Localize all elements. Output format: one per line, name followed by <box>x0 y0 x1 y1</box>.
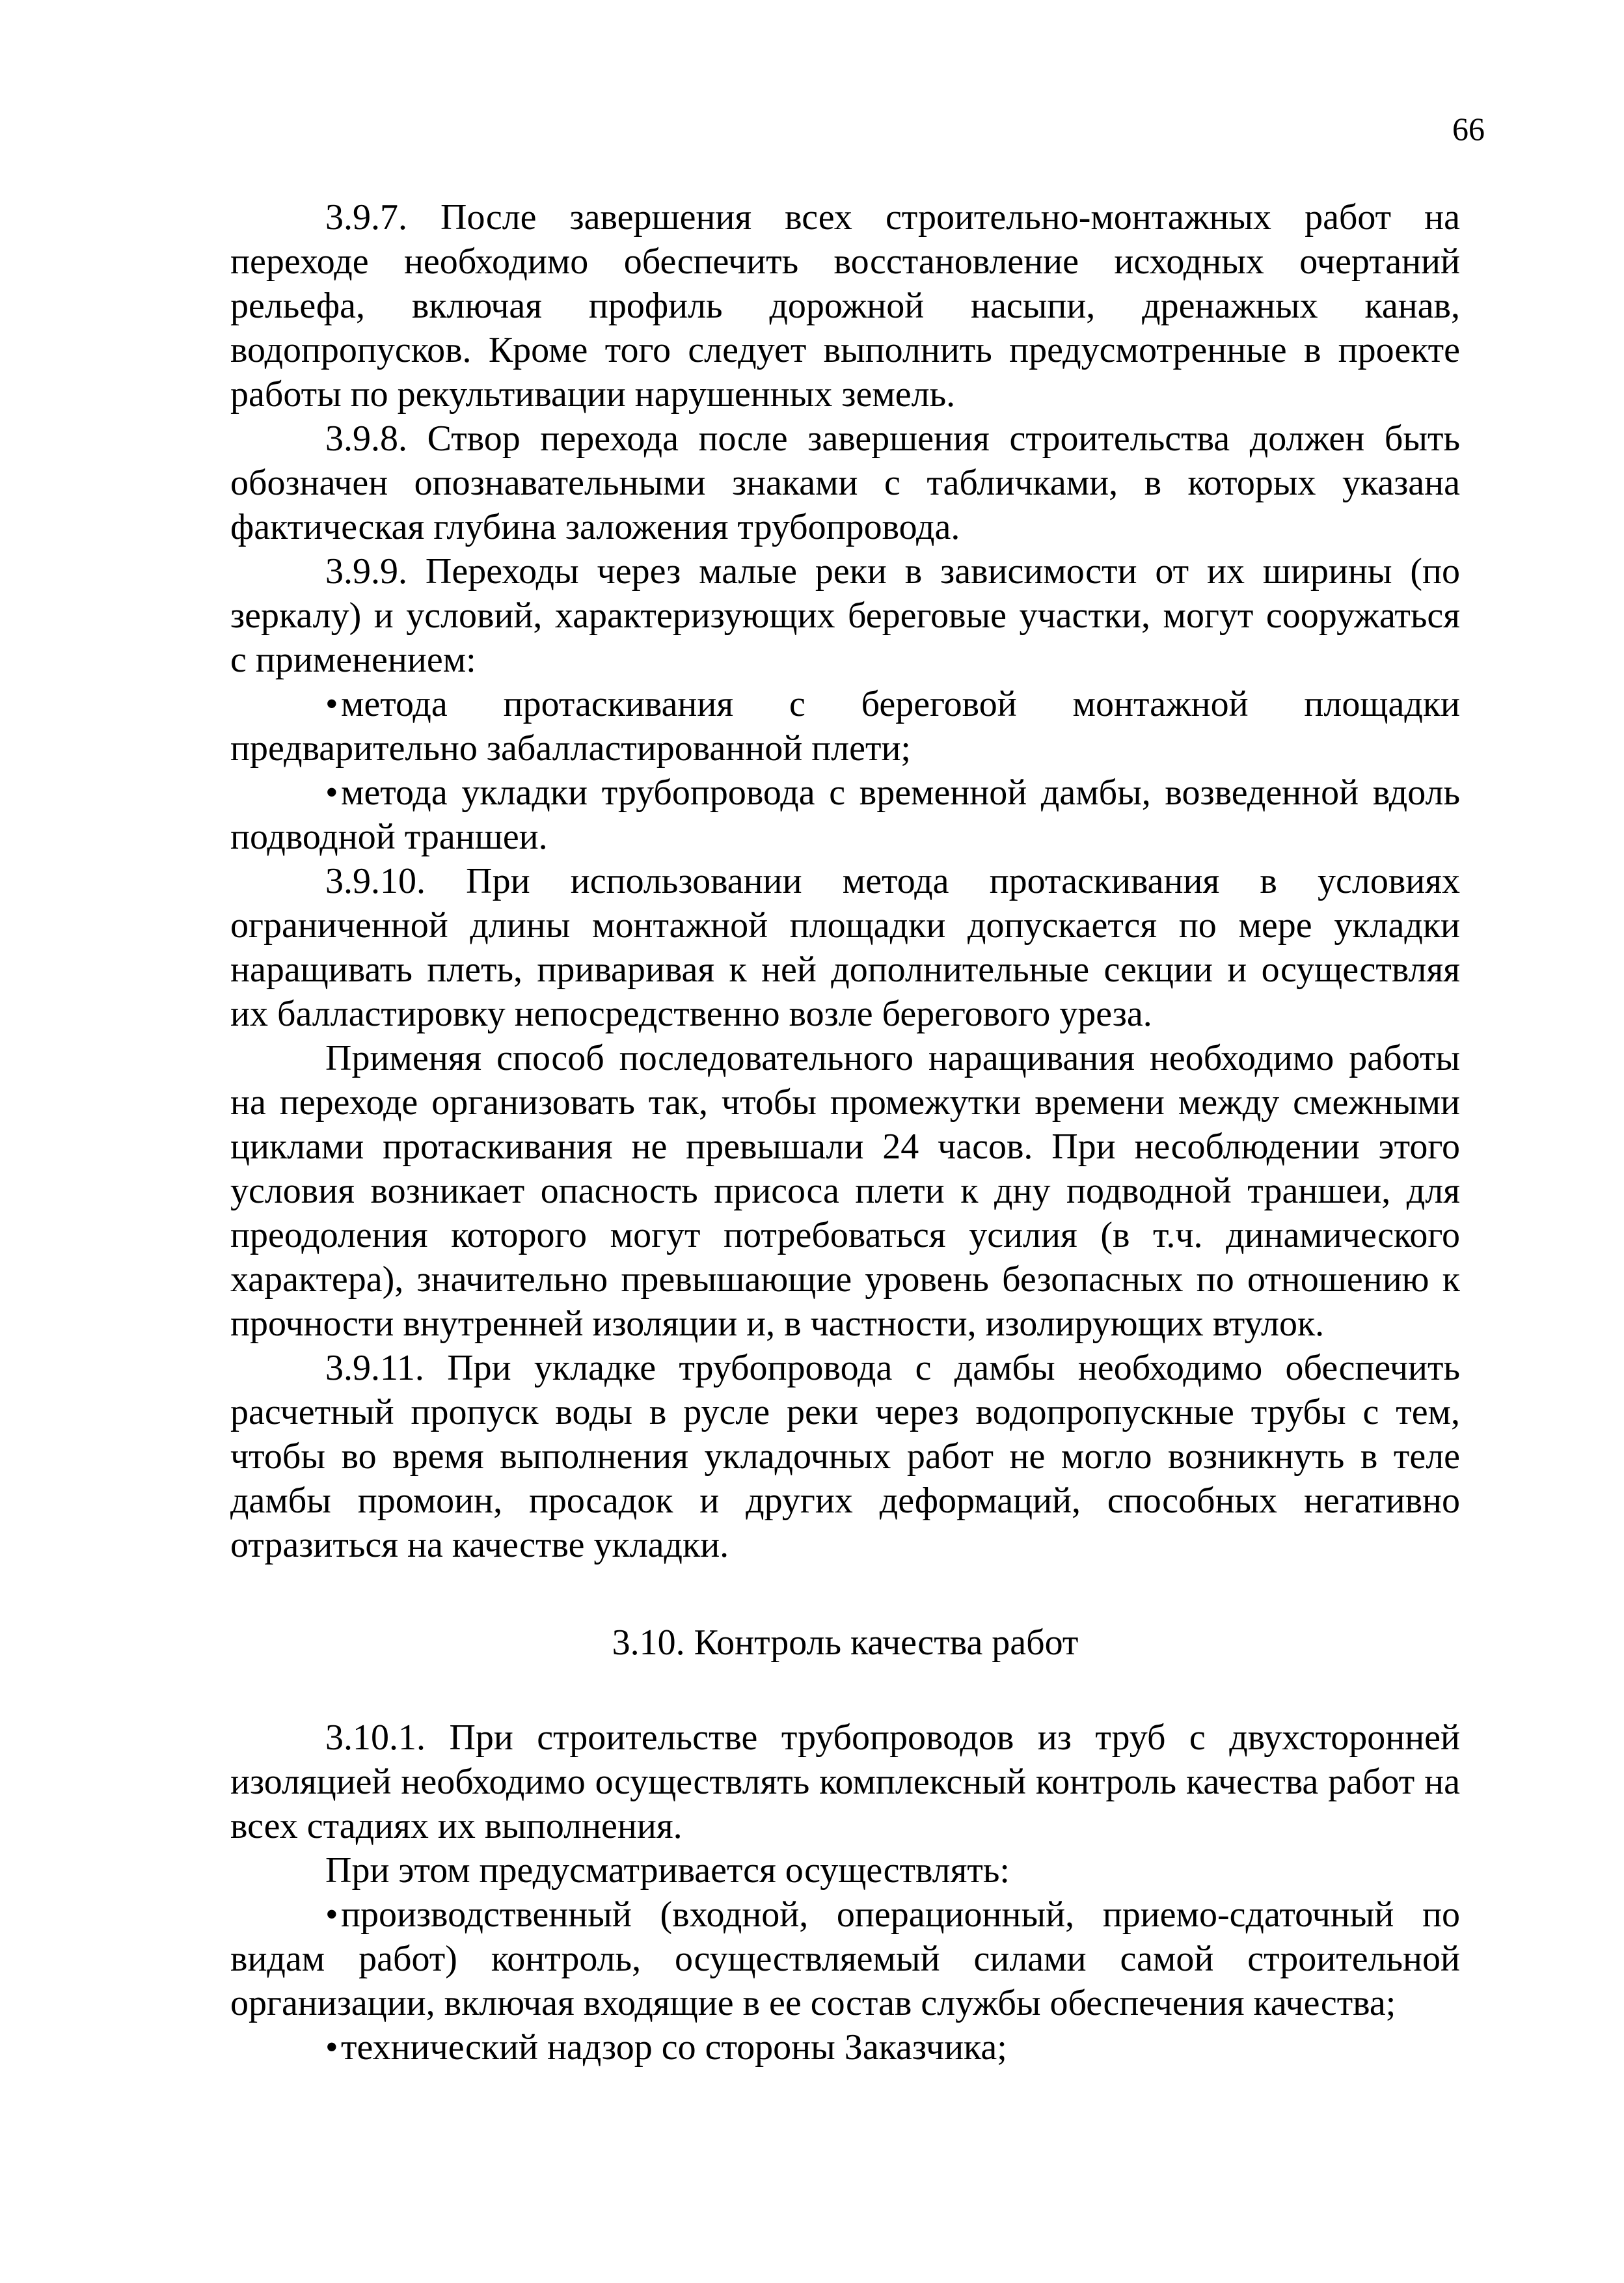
paragraph-3-9-8: 3.9.8. Створ перехода после завершения строительства должен быть обозначен опознавательными знаками с табличками, в которых указана фактическая глубина заложения трубопровода. <box>230 418 1460 547</box>
bullet-text: метода укладки трубопровода с временной дамбы, возведенной вдоль подводной траншеи. <box>230 772 1460 857</box>
paragraph-3-9-10: 3.9.10. При использовании метода протаскивания в условиях ограниченной длины монтажной площадки допускается по мере укладки наращивать плеть, приваривая к ней дополнительные секции и осуществляя их балластировку непосредственно возле берегового уреза. <box>230 861 1460 1034</box>
section-heading-3-10: 3.10. Контроль качества работ <box>612 1622 1079 1663</box>
bullet-icon: • <box>325 684 338 724</box>
bullet-text: технический надзор со стороны Заказчика; <box>341 2027 1007 2068</box>
bullet-item-pulling-method <box>230 682 1460 771</box>
bullet-icon: • <box>325 2027 338 2068</box>
paragraph-3-9-11: 3.9.11. При укладке трубопровода с дамбы необходимо обеспечить расчетный пропуск воды в русле реки через водопропускные трубы с тем, чтобы во время выполнения укладочных работ не могло возникнуть в теле дамбы промоин, просадок и других деформаций, способных негативно отразиться на качестве укладки. <box>230 1348 1460 1565</box>
paragraph-sequential-extension: Применяя способ последовательного наращивания необходимо работы на переходе организовать так, чтобы промежутки времени между смежными циклами протаскивания не превышали 24 часов. При несоблюдении этого условия возникает опасность присоса плети к дну подводной траншеи, для преодоления которого могут потребоваться усилия (в т.ч. динамического характера), значительно превышающие уровень безопасных по отношению к прочности внутренней изоляции и, в частности, изолирующих втулок. <box>230 1038 1460 1344</box>
paragraph-control-intro: При этом предусматривается осуществлять: <box>325 1850 1010 1891</box>
paragraph-3-10-1: 3.10.1. При строительстве трубопроводов из труб с двухсторонней изоляцией необходимо осуществлять комплексный контроль качества работ на всех стадиях их выполнения. <box>230 1717 1460 1846</box>
paragraph-3-9-9: 3.9.9. Переходы через малые реки в зависимости от их ширины (по зеркалу) и условий, характеризующих береговые участки, могут сооружаться с применением: <box>230 551 1460 680</box>
page-body <box>230 195 1460 2070</box>
bullet-icon: • <box>325 772 338 813</box>
bullet-icon: • <box>325 1894 338 1935</box>
bullet-text: метода протаскивания с береговой монтажной площадки предварительно забалластированной плети; <box>230 684 1460 769</box>
bullet-item-production-control <box>230 1893 1460 2025</box>
bullet-item-dam-method <box>230 771 1460 859</box>
page-number: 66 <box>1452 111 1485 147</box>
bullet-item-technical-supervision <box>230 2025 1460 2070</box>
bullet-text: производственный (входной, операционный, приемо-сдаточный по видам работ) контроль, осуществляемый силами самой строительной организации, включая входящие в ее состав службы обеспечения качества; <box>230 1894 1460 2023</box>
paragraph-3-9-7: 3.9.7. После завершения всех строительно-монтажных работ на переходе необходимо обеспечить восстановление исходных очертаний рельефа, включая профиль дорожной насыпи, дренажных канав, водопропусков. Кроме того следует выполнить предусмотренные в проекте работы по рекультивации нарушенных земель. <box>230 197 1460 415</box>
